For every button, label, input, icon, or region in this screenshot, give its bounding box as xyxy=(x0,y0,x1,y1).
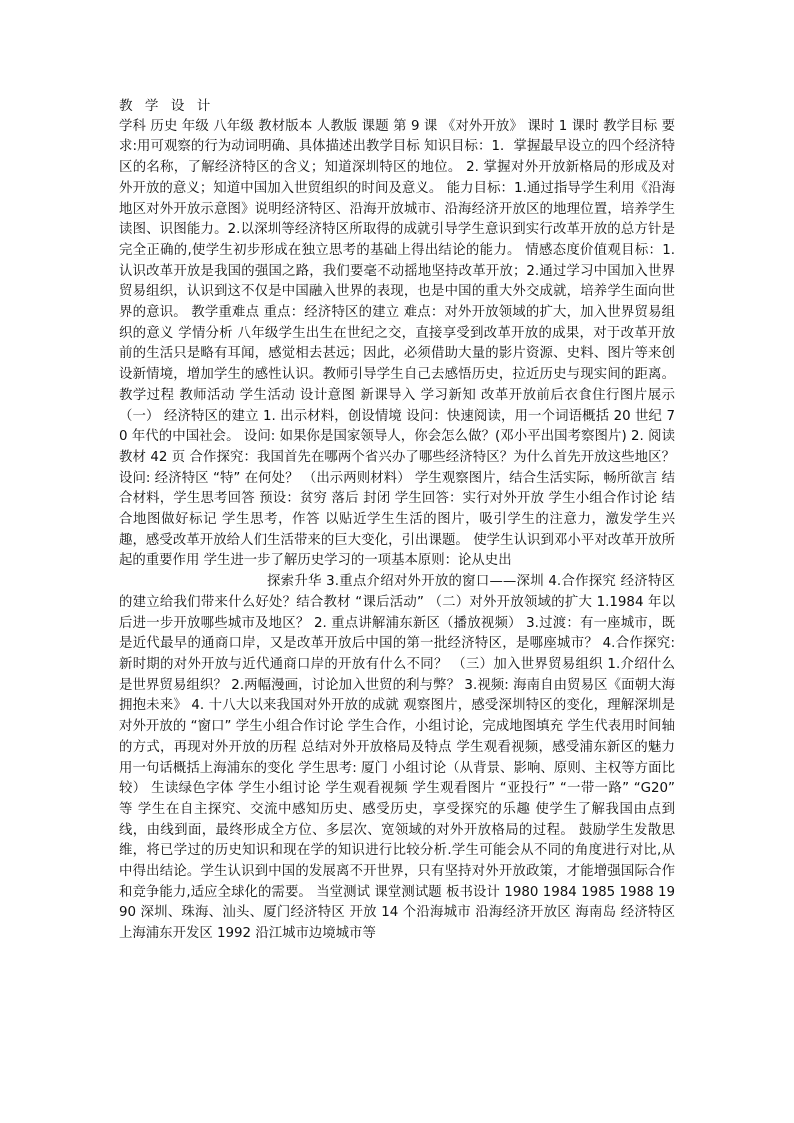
document-page xyxy=(119,96,675,945)
lesson-plan-paragraph-2: 探索升华 3.重点介绍对外开放的窗口——深圳 4.合作探究 经济特区的建立给我们带来什么好处？结合教材 “课后活动” （二）对外开放领域的扩大 1.1984 年以后进一步开放哪些城市及地区？ 2. 重点讲解浦东新区（播放视频） 3.过渡：有一座城市，既是近代最早的通商口岸，又是改革开放后中国的第一批经济特区，是哪座城市？ 4.合作探究: 新时期的对外开放与近代通商口岸的开放有什么不同？ （三）加入世界贸易组织 1.介绍什么是世界贸易组织？ 2.两幅漫画，讨论加入世贸的利与弊？ 3.视频: 海南自由贸易区《面朝大海 拥抱未来》 4. 十八大以来我国对外开放的成就 观察图片，感受深圳特区的变化，理解深圳是对外开放的 “窗口” 学生小组合作讨论 学生合作，小组讨论，完成地图填充 学生代表用时间轴的方式，再现对外开放的历程 总结对外开放格局及特点 学生观看视频，感受浦东新区的魅力 用一句话概括上海浦东的变化 学生思考: 厦门 小组讨论（从背景、影响、原则、主权等方面比较） 生读绿色字体 学生小组讨论 学生观看视频 学生观看图片 “亚投行” “一带一路” “G20” 等 学生在自主探究、交流中感知历史、感受历史，享受探究的乐趣 使学生了解我国由点到线，由线到面，最终形成全方位、多层次、宽领域的对外开放格局的过程。 鼓励学生发散思维，将已学过的历史知识和现在学的知识进行比较分析.学生可能会从不同的角度进行对比,从中得出结论。学生认识到中国的发展离不开世界，只有坚持对外开放政策，才能增强国际合作和竞争能力,适应全球化的需要。 当堂测试 课堂测试题 板书设计 1980 1984 1985 1988 1990 深圳、珠海、汕头、厦门经济特区 开放 14 个沿海城市 沿海经济开放区 海南岛 经济特区 上海浦东开发区 1992 沿江城市边境城市等 xyxy=(119,574,675,942)
document-title: 教 学 设 计 xyxy=(119,98,215,114)
lesson-plan-paragraph-1: 学科 历史 年级 八年级 教材版本 人教版 课题 第 9 课 《对外开放》 课时 1 课时 教学目标 要求:用可观察的行为动词明确、具体描述出教学目标 知识目标：1．掌握最早设立的四个经济特区的名称，了解经济特区的含义；知道深圳特区的地位。 2. 掌握对外开放新格局的形成及对外开放的意义；知道中国加入世贸组织的时间及意义。 能力目标：1.通过指导学生利用《沿海地区对外开放示意图》说明经济特区、沿海开放城市、沿海经济开放区的地理位置，培养学生读图、识图能力。2.以深圳等经济特区所取得的成就引导学生意识到实行改革开放的总方针是完全正确的,使学生初步形成在独立思考的基础上得出结论的能力。 情感态度价值观目标：1.认识改革开放是我国的强国之路，我们要毫不动摇地坚持改革开放；2.通过学习中国加入世界贸易组织，认识到这不仅是中国融入世界的表现，也是中国的重大外交成就，培养学生面向世界的意识。 教学重难点 重点：经济特区的建立 难点：对外开放领域的扩大，加入世界贸易组织的意义 学情分析 八年级学生出生在世纪之交，直接享受到改革开放的成果，对于改革开放前的生活只是略有耳闻，感觉相去甚远；因此，必须借助大量的影片资源、史料、图片等来创设新情境，增加学生的感性认识。教师引导学生自己去感悟历史，拉近历史与现实间的距离。 教学过程 教师活动 学生活动 设计意图 新课导入 学习新知 改革开放前后衣食住行图片展示 （一） 经济特区的建立 1. 出示材料，创设情境 设问：快速阅读，用一个词语概括 20 世纪 70 年代的中国社会。 设问: 如果你是国家领导人，你会怎么做？(邓小平出国考察图片) 2. 阅读教材 42 页 合作探究：我国首先在哪两个省兴办了哪些经济特区？为什么首先开放这些地区？ 设问: 经济特区 “特” 在何处？ （出示两则材料） 学生观察图片，结合生活实际，畅所欲言 结合材料，学生思考回答 预设：贫穷 落后 封闭 学生回答：实行对外开放 学生小组合作讨论 结合地图做好标记 学生思考，作答 以贴近学生生活的图片，吸引学生的注意力，激发学生兴趣，感受改革开放给人们生活带来的巨大变化，引出课题。 使学生认识到邓小平对改革开放所起的重要作用 学生进一步了解历史学习的一项基本原则：论从史出 xyxy=(119,118,675,569)
